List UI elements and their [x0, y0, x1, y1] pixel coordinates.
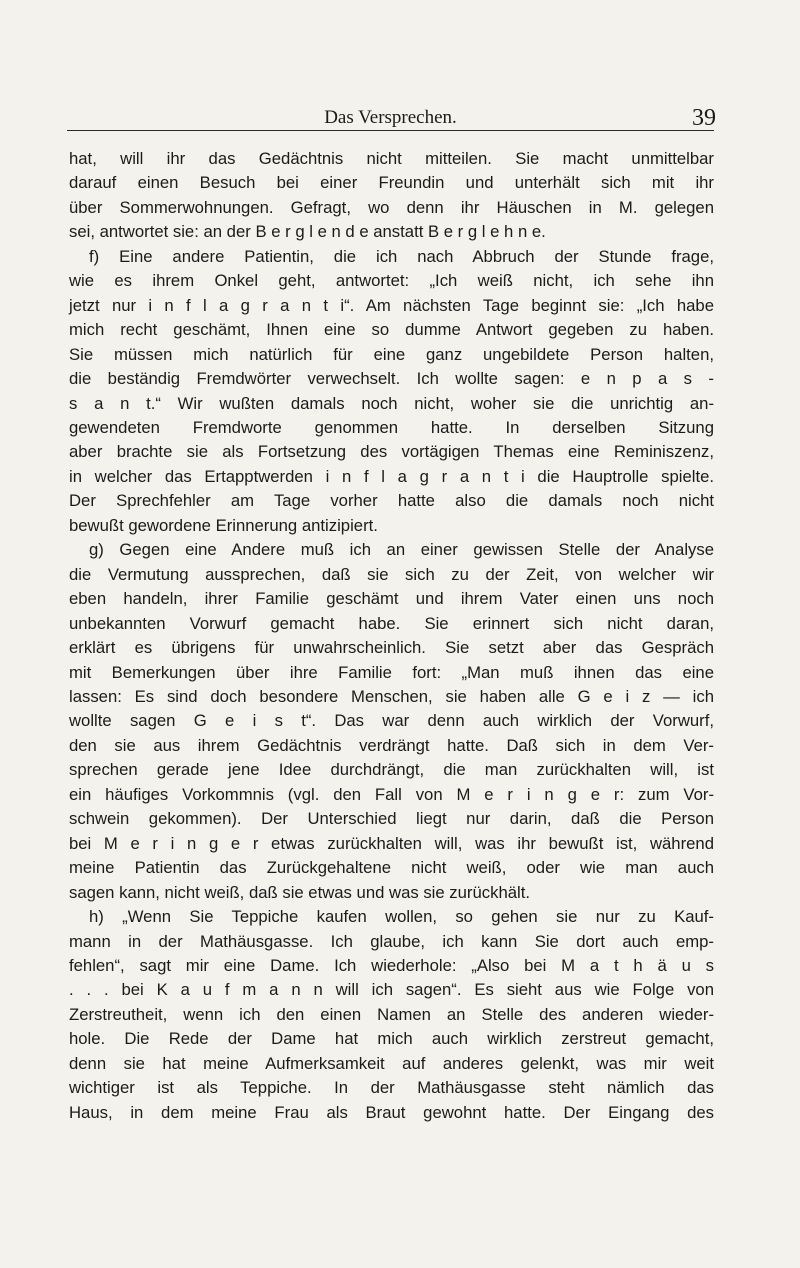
text-line: Zerstreutheit, wenn ich den einen Namen an Stelle des anderen wieder-: [69, 1004, 714, 1024]
text-line: sagen kann, nicht weiß, daß sie etwas und was sie zurückhält.: [69, 882, 530, 902]
text-line: aber brachte sie als Fortsetzung des vortägigen Themas eine Reminiszenz,: [69, 442, 714, 462]
text-line: darauf einen Besuch bei einer Freundin und unterhält sich mit ihr: [69, 173, 714, 193]
text-line: Sie müssen mich natürlich für eine ganz ungebildete Person halten,: [69, 344, 714, 364]
text-line: mit Bemerkungen über ihre Familie fort: „Man muß ihnen das eine: [69, 662, 714, 682]
page-number: 39: [692, 105, 716, 131]
text-line: in welcher das Ertapptwerden i n f l a g r a n t i die Hauptrolle spielte.: [69, 466, 714, 486]
text-line: h) „Wenn Sie Teppiche kaufen wollen, so gehen sie nur zu Kauf-: [89, 907, 714, 927]
text-line: hole. Die Rede der Dame hat mich auch wirklich zerstreut gemacht,: [69, 1029, 714, 1049]
text-line: hat, will ihr das Gedächtnis nicht mitteilen. Sie macht unmittelbar: [69, 149, 714, 168]
text-line: s a n t.“ Wir wußten damals noch nicht, woher sie die unrichtig an-: [69, 393, 714, 413]
text-line: unbekannten Vorwurf gemacht habe. Sie erinnert sich nicht daran,: [69, 613, 714, 633]
text-line: gewendeten Fremdworte genommen hatte. In derselben Sitzung: [69, 417, 714, 437]
text-line: jetzt nur i n f l a g r a n t i“. Am nächsten Tage beginnt sie: „Ich habe: [69, 295, 714, 315]
text-line: meine Patientin das Zurückgehaltene nicht weiß, oder wie man auch: [69, 858, 714, 878]
text-line: erklärt es übrigens für unwahrscheinlich. Sie setzt aber das Gespräch: [69, 638, 714, 658]
text-line: eben handeln, ihrer Familie geschämt und ihrem Vater einen uns noch: [69, 589, 714, 609]
text-line: die beständig Fremdwörter verwechselt. Ich wollte sagen: e n p a s -: [69, 369, 714, 389]
text-line: . . . bei K a u f m a n n will ich sagen“. Es sieht aus wie Folge von: [69, 980, 714, 1000]
text-line: denn sie hat meine Aufmerksamkeit auf anderes gelenkt, was mir weit: [69, 1053, 714, 1073]
text-line: sprechen gerade jene Idee durchdrängt, die man zurückhalten will, ist: [69, 760, 714, 780]
text-line: bei M e r i n g e r etwas zurückhalten will, was ihr bewußt ist, während: [69, 833, 714, 853]
text-line: sei, antwortet sie: an der B e r g l e n d e anstatt B e r g l e h n e.: [69, 222, 546, 242]
text-line: Der Sprechfehler am Tage vorher hatte also die damals noch nicht: [69, 491, 714, 511]
text-line: schwein gekommen). Der Unterschied liegt nur darin, daß die Person: [69, 809, 714, 829]
text-line: über Sommerwohnungen. Gefragt, wo denn ihr Häuschen in M. gelegen: [69, 197, 714, 217]
text-line: f) Eine andere Patientin, die ich nach Abbruch der Stunde frage,: [89, 246, 714, 266]
header-rule: [67, 130, 714, 131]
text-line: Haus, in dem meine Frau als Braut gewohnt hatte. Der Eingang des: [69, 1102, 714, 1122]
text-line: ein häufiges Vorkommnis (vgl. den Fall von M e r i n g e r: zum Vor-: [69, 784, 714, 804]
running-title: Das Versprechen.: [324, 107, 457, 128]
text-line: mich recht geschämt, Ihnen eine so dumme Antwort gegeben zu haben.: [69, 320, 714, 340]
text-line: g) Gegen eine Andere muß ich an einer gewissen Stelle der Analyse: [89, 540, 714, 560]
text-line: wie es ihrem Onkel geht, antwortet: „Ich weiß nicht, ich sehe ihn: [69, 271, 714, 291]
text-line: wichtiger ist als Teppiche. In der Mathäusgasse steht nämlich das: [69, 1078, 714, 1098]
text-line: wollte sagen G e i s t“. Das war denn auch wirklich der Vorwurf,: [69, 711, 714, 731]
text-line: den sie aus ihrem Gedächtnis verdrängt hatte. Daß sich in dem Ver-: [69, 735, 714, 755]
running-head: [67, 101, 714, 129]
text-line: lassen: Es sind doch besondere Menschen, sie haben alle G e i z — ich: [69, 686, 714, 706]
text-line: mann in der Mathäusgasse. Ich glaube, ich kann Sie dort auch emp-: [69, 931, 714, 951]
text-line: fehlen“, sagt mir eine Dame. Ich wiederhole: „Also bei M a t h ä u s: [69, 955, 714, 975]
text-line: bewußt gewordene Erinnerung antizipiert.: [69, 515, 378, 535]
text-line: die Vermutung aussprechen, daß sie sich zu der Zeit, von welcher wir: [69, 564, 714, 584]
body-text: [69, 147, 714, 1125]
